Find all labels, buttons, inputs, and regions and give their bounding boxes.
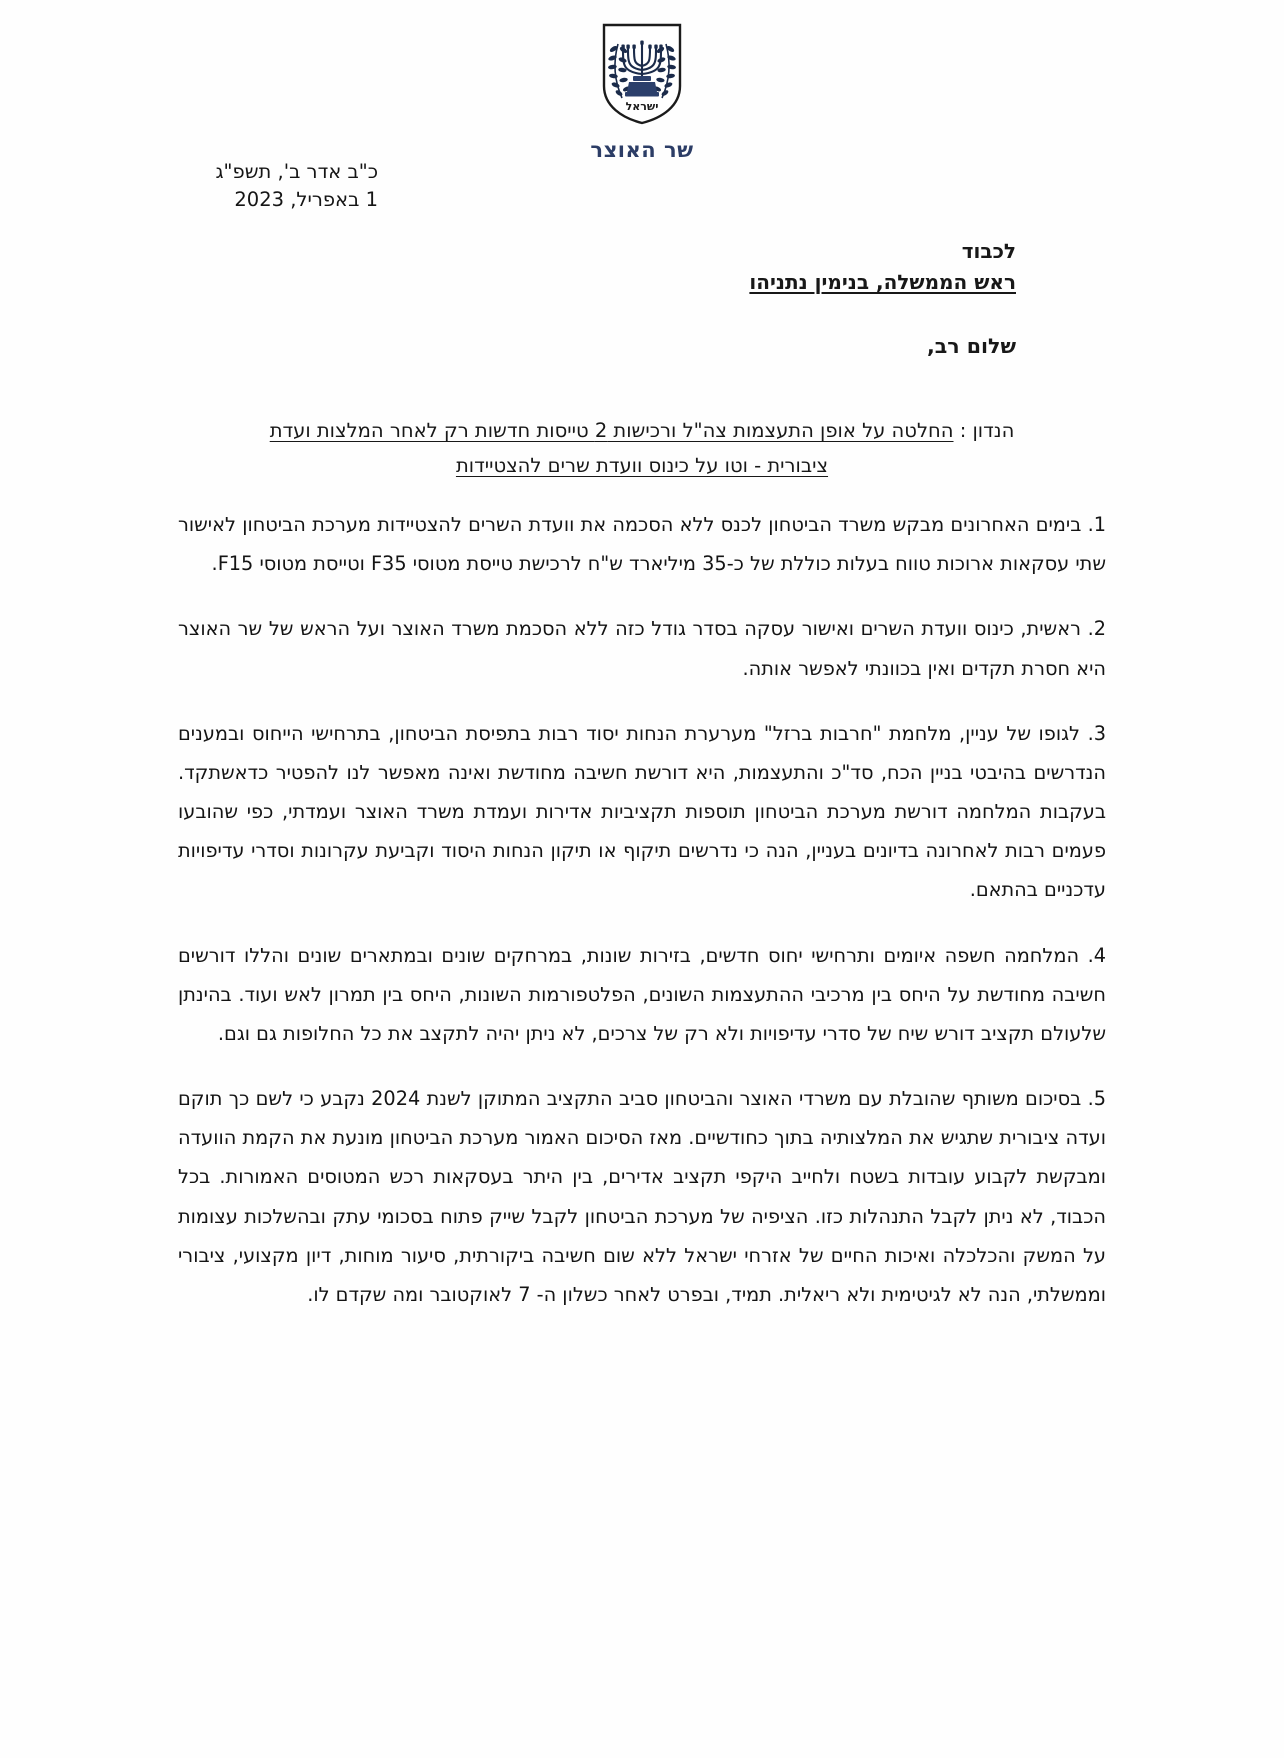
- subject-label: הנדון :: [959, 419, 1015, 442]
- israel-state-emblem-icon: [600, 22, 684, 126]
- paragraph-2: 2. ראשית, כינוס וועדת השרים ואישור עסקה בסדר גודל כזה ללא הסכמת משרד האוצר ועל הראש של שר האוצר היא חסרת תקדים ואין בכוונתי לאפשר אותה.: [178, 617, 1106, 680]
- subject-block: [206, 414, 1078, 483]
- ministry-title: שר האוצר: [590, 138, 694, 162]
- addressee-block: [749, 236, 1016, 298]
- date-block: [178, 158, 378, 213]
- recipient-name: ראש הממשלה, בנימין נתניהו: [749, 270, 1016, 294]
- hebrew-date: כ"ב אדר ב', תשפ"ג: [215, 160, 378, 183]
- paragraph-4: 4. המלחמה חשפה איומים ותרחישי יחוס חדשים, בזירות שונות, במרחקים שונים ובמתארים שונים והללו דורשים חשיבה מחודשת על היחס בין מרכיבי ההתעצמות השונים, הפלטפורמות השונות, היחס בין תמרון לאש ועוד. בהינתן שלעולם תקציב דורש שיח של סדרי עדיפויות ולא רק של צרכים, לא ניתן יהיה לתקצב את כל החלופות גם וגם.: [178, 943, 1106, 1045]
- subject-line-2: ציבורית - וטו על כינוס וועדת שרים להצטיידות: [455, 453, 829, 477]
- paragraph-3: 3. לגופו של עניין, מלחמת "חרבות ברזל" מערערת הנחות יסוד רבות בתפיסת הביטחון, בתרחישי הייחוס ובמענים הנדרשים בהיבטי בניין הכח, סד"כ והתעצמות, היא דורשת חשיבה מחודשת ואינה מאפשר לנו להפטיר כדאשתקד. בעקבות המלחמה דורשת מערכת הביטחון תוספות תקציביות אדירות ועמדת משרד האוצר ועמדתי, כפי שהובעו פעמים רבות לאחרונה בדיונים בעניין, הנה כי נדרשים תיקוף או תיקון הנחות היסוד וקביעת עקרונות וסדרי עדיפויות עדכניים בהתאם.: [178, 721, 1106, 902]
- paragraph-5: 5. בסיכום משותף שהובלת עם משרדי האוצר והביטחון סביב התקציב המתוקן לשנת 2024 נקבע כי לשם כך תוקם ועדה ציבורית שתגיש את המלצותיה בתוך כחודשיים. מאז הסיכום האמור מערכת הביטחון מונעת את הקמת הוועדה ומבקשת לקבוע עובדות בשטח ולחייב היקפי תקציב אדירים, בין היתר בעסקאות רכש המטוסים האמורות. בכל הכבוד, לא ניתן לקבל התנהלות כזו. הציפיה של מערכת הביטחון לקבל שייק פתוח בסכומי עתק ובהשלכות עצומות על המשק והכלכלה ואיכות החיים של אזרחי ישראל ללא שום חשיבה ביקורתית, סיעור מוחות, דיון מקצועי, ציבורי וממשלתי, הנה לא לגיטימית ולא ריאלית. תמיד, ובפרט לאחר כשלון ה- 7 לאוקטובר ומה שקדם לו.: [178, 1087, 1106, 1306]
- subject-line-1: החלטה על אופן התעצמות צה"ל ורכישות 2 טייסות חדשות רק לאחר המלצות ועדת: [269, 419, 954, 442]
- letter-body: [178, 505, 1106, 1314]
- svg-text:ישראל: ישראל: [625, 100, 659, 113]
- paragraph-1: 1. בימים האחרונים מבקש משרד הביטחון לכנס ללא הסכמה את וועדת השרים להצטיידות מערכת הביטחון לאישור שתי עסקאות ארוכות טווח בעלות כוללת של כ-35 מיליארד ש"ח לרכישת טייסת מטוסי F35 וטייסת מטוסי F15.: [178, 513, 1106, 576]
- salutation-label: לכבוד: [961, 239, 1016, 263]
- emblem-container: [0, 0, 1284, 126]
- greeting-line: שלום רב,: [926, 334, 1016, 358]
- gregorian-date: 1 באפריל, 2023: [234, 187, 378, 211]
